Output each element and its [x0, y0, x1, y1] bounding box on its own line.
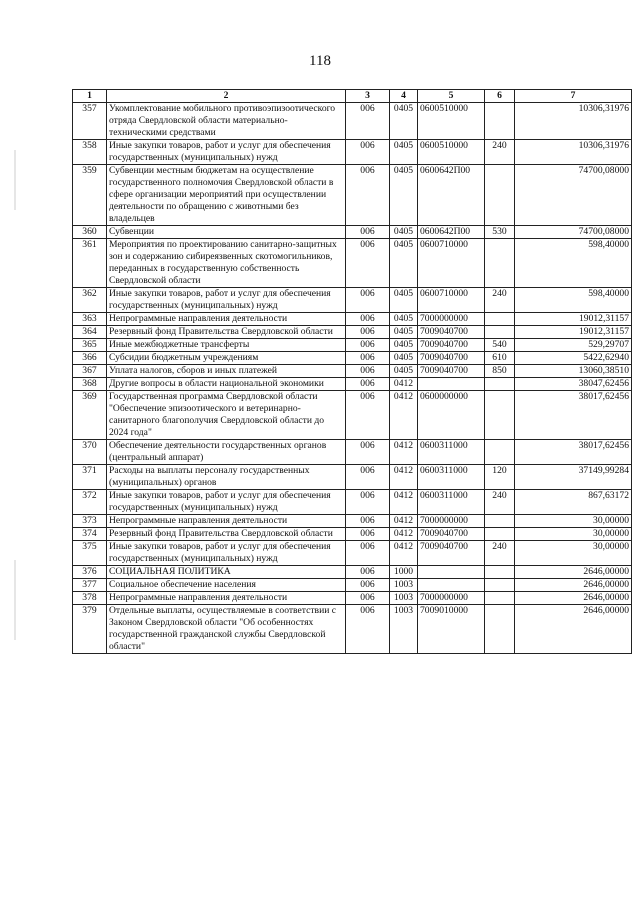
row-article-code: 7009040700 [418, 541, 485, 566]
table-row [73, 440, 632, 465]
row-ministry-code: 006 [346, 226, 390, 239]
row-article-code: 7009040700 [418, 326, 485, 339]
row-name: Государственная программа Свердловской области "Обеспечение эпизоотического и ветеринарно-санитарного благополучия Свердловской области до 2024 года" [107, 391, 346, 440]
row-number: 367 [73, 365, 107, 378]
row-article-code [418, 579, 485, 592]
column-header: 7 [515, 90, 632, 103]
row-expense-type [485, 313, 515, 326]
row-sum: 38047,62456 [515, 378, 632, 391]
row-expense-type [485, 239, 515, 288]
row-expense-type [485, 605, 515, 654]
row-article-code: 0600510000 [418, 140, 485, 165]
row-article-code: 7000000000 [418, 592, 485, 605]
row-sum: 30,00000 [515, 515, 632, 528]
column-header: 1 [73, 90, 107, 103]
row-name: Резервный фонд Правительства Свердловской области [107, 528, 346, 541]
row-name: Субсидии бюджетным учреждениям [107, 352, 346, 365]
row-ministry-code: 006 [346, 103, 390, 140]
table-row [73, 226, 632, 239]
row-article-code [418, 378, 485, 391]
row-name: Укомплектование мобильного противоэпизоотического отряда Свердловской области материально-техническими средствами [107, 103, 346, 140]
table-row [73, 391, 632, 440]
table-row [73, 528, 632, 541]
row-article-code: 0600311000 [418, 490, 485, 515]
row-sum: 30,00000 [515, 541, 632, 566]
table-row [73, 140, 632, 165]
row-number: 375 [73, 541, 107, 566]
table-row [73, 592, 632, 605]
column-header: 4 [390, 90, 418, 103]
row-number: 361 [73, 239, 107, 288]
row-expense-type [485, 592, 515, 605]
row-number: 360 [73, 226, 107, 239]
page-number: 118 [309, 53, 331, 69]
table-row [73, 515, 632, 528]
row-ministry-code: 006 [346, 490, 390, 515]
row-sum: 74700,08000 [515, 226, 632, 239]
row-name: Непрограммные направления деятельности [107, 515, 346, 528]
table-row [73, 465, 632, 490]
row-sum: 19012,31157 [515, 313, 632, 326]
row-section-code: 0412 [390, 490, 418, 515]
row-article-code: 0600710000 [418, 288, 485, 313]
row-number: 372 [73, 490, 107, 515]
row-article-code: 7009040700 [418, 528, 485, 541]
row-section-code: 0412 [390, 391, 418, 440]
column-header: 2 [107, 90, 346, 103]
row-name: Субвенции местным бюджетам на осуществление государственного полномочия Свердловской области в сфере организации мероприятий при осуществлении деятельности по обращению с животными без владельцев [107, 165, 346, 226]
column-header: 3 [346, 90, 390, 103]
row-section-code: 1003 [390, 579, 418, 592]
row-expense-type: 850 [485, 365, 515, 378]
row-name: Субвенции [107, 226, 346, 239]
row-sum: 529,29707 [515, 339, 632, 352]
row-section-code: 0405 [390, 140, 418, 165]
table-body [73, 103, 632, 654]
row-ministry-code: 006 [346, 528, 390, 541]
row-section-code: 0405 [390, 239, 418, 288]
row-sum: 5422,62940 [515, 352, 632, 365]
row-ministry-code: 006 [346, 352, 390, 365]
row-sum: 2646,00000 [515, 605, 632, 654]
row-name: Иные закупки товаров, работ и услуг для обеспечения государственных (муниципальных) нужд [107, 490, 346, 515]
row-sum: 30,00000 [515, 528, 632, 541]
row-ministry-code: 006 [346, 605, 390, 654]
row-sum: 10306,31976 [515, 103, 632, 140]
scan-margin-mark [14, 150, 16, 210]
row-sum: 13060,38510 [515, 365, 632, 378]
row-ministry-code: 006 [346, 579, 390, 592]
column-header: 6 [485, 90, 515, 103]
table-row [73, 579, 632, 592]
row-expense-type: 610 [485, 352, 515, 365]
row-section-code: 0405 [390, 326, 418, 339]
table-row [73, 239, 632, 288]
row-ministry-code: 006 [346, 326, 390, 339]
row-section-code: 0405 [390, 103, 418, 140]
table-row [73, 288, 632, 313]
row-section-code: 0412 [390, 465, 418, 490]
row-sum: 2646,00000 [515, 579, 632, 592]
row-number: 358 [73, 140, 107, 165]
row-number: 368 [73, 378, 107, 391]
row-section-code: 1003 [390, 592, 418, 605]
row-name: Резервный фонд Правительства Свердловской области [107, 326, 346, 339]
row-name: Отдельные выплаты, осуществляемые в соответствии с Законом Свердловской области "Об особенностях государственной гражданской службы Свердловской области" [107, 605, 346, 654]
row-section-code: 0412 [390, 378, 418, 391]
row-number: 370 [73, 440, 107, 465]
row-article-code: 7000000000 [418, 313, 485, 326]
budget-table [72, 89, 632, 654]
row-expense-type [485, 165, 515, 226]
row-ministry-code: 006 [346, 391, 390, 440]
row-article-code: 0600000000 [418, 391, 485, 440]
row-section-code: 0405 [390, 313, 418, 326]
row-section-code: 0405 [390, 165, 418, 226]
row-expense-type: 240 [485, 490, 515, 515]
table-row [73, 605, 632, 654]
row-number: 366 [73, 352, 107, 365]
row-expense-type [485, 103, 515, 140]
row-expense-type: 530 [485, 226, 515, 239]
row-ministry-code: 006 [346, 378, 390, 391]
row-name: Другие вопросы в области национальной экономики [107, 378, 346, 391]
row-sum: 2646,00000 [515, 566, 632, 579]
row-number: 378 [73, 592, 107, 605]
table-row [73, 365, 632, 378]
row-sum: 10306,31976 [515, 140, 632, 165]
row-ministry-code: 006 [346, 592, 390, 605]
row-article-code: 0600311000 [418, 440, 485, 465]
row-ministry-code: 006 [346, 313, 390, 326]
row-article-code: 7009040700 [418, 352, 485, 365]
row-expense-type [485, 391, 515, 440]
row-name: СОЦИАЛЬНАЯ ПОЛИТИКА [107, 566, 346, 579]
row-section-code: 0412 [390, 541, 418, 566]
row-expense-type [485, 566, 515, 579]
row-ministry-code: 006 [346, 239, 390, 288]
row-expense-type: 120 [485, 465, 515, 490]
row-name: Социальное обеспечение населения [107, 579, 346, 592]
row-expense-type: 240 [485, 541, 515, 566]
row-expense-type [485, 440, 515, 465]
row-name: Обеспечение деятельности государственных органов (центральный аппарат) [107, 440, 346, 465]
row-article-code: 7000000000 [418, 515, 485, 528]
row-name: Иные закупки товаров, работ и услуг для обеспечения государственных (муниципальных) нужд [107, 288, 346, 313]
scan-margin-mark [14, 560, 16, 640]
row-sum: 38017,62456 [515, 391, 632, 440]
row-name: Иные межбюджетные трансферты [107, 339, 346, 352]
row-sum: 38017,62456 [515, 440, 632, 465]
row-section-code: 0412 [390, 515, 418, 528]
row-name: Мероприятия по проектированию санитарно-защитных зон и содержанию сибиреязвенных скотомогильников, переданных в государственную собственность Свердловской области [107, 239, 346, 288]
row-number: 377 [73, 579, 107, 592]
row-article-code: 7009010000 [418, 605, 485, 654]
row-name: Уплата налогов, сборов и иных платежей [107, 365, 346, 378]
row-section-code: 1003 [390, 605, 418, 654]
row-section-code: 0412 [390, 528, 418, 541]
row-number: 365 [73, 339, 107, 352]
row-ministry-code: 006 [346, 339, 390, 352]
row-number: 357 [73, 103, 107, 140]
row-name: Непрограммные направления деятельности [107, 313, 346, 326]
row-expense-type [485, 528, 515, 541]
row-expense-type [485, 378, 515, 391]
row-expense-type: 540 [485, 339, 515, 352]
table-row [73, 490, 632, 515]
row-number: 379 [73, 605, 107, 654]
row-name: Расходы на выплаты персоналу государственных (муниципальных) органов [107, 465, 346, 490]
row-number: 373 [73, 515, 107, 528]
row-sum: 2646,00000 [515, 592, 632, 605]
row-number: 369 [73, 391, 107, 440]
row-name: Непрограммные направления деятельности [107, 592, 346, 605]
table-row [73, 378, 632, 391]
row-section-code: 0405 [390, 339, 418, 352]
row-number: 376 [73, 566, 107, 579]
row-ministry-code: 006 [346, 140, 390, 165]
row-ministry-code: 006 [346, 288, 390, 313]
row-number: 362 [73, 288, 107, 313]
row-number: 371 [73, 465, 107, 490]
row-section-code: 0405 [390, 352, 418, 365]
row-article-code: 0600311000 [418, 465, 485, 490]
column-header-row [73, 90, 632, 103]
row-number: 374 [73, 528, 107, 541]
row-ministry-code: 006 [346, 365, 390, 378]
row-name: Иные закупки товаров, работ и услуг для обеспечения государственных (муниципальных) нужд [107, 140, 346, 165]
row-section-code: 0405 [390, 226, 418, 239]
row-article-code: 7009040700 [418, 365, 485, 378]
row-sum: 598,40000 [515, 239, 632, 288]
row-number: 359 [73, 165, 107, 226]
row-expense-type: 240 [485, 140, 515, 165]
row-ministry-code: 006 [346, 515, 390, 528]
row-expense-type [485, 326, 515, 339]
row-sum: 867,63172 [515, 490, 632, 515]
table-row [73, 165, 632, 226]
table-row [73, 566, 632, 579]
table-row [73, 103, 632, 140]
row-sum: 74700,08000 [515, 165, 632, 226]
row-section-code: 0412 [390, 440, 418, 465]
row-number: 364 [73, 326, 107, 339]
row-expense-type [485, 579, 515, 592]
row-sum: 19012,31157 [515, 326, 632, 339]
row-section-code: 0405 [390, 365, 418, 378]
row-article-code: 0600510000 [418, 103, 485, 140]
table-row [73, 352, 632, 365]
row-ministry-code: 006 [346, 165, 390, 226]
row-name: Иные закупки товаров, работ и услуг для обеспечения государственных (муниципальных) нужд [107, 541, 346, 566]
table-row [73, 339, 632, 352]
row-expense-type: 240 [485, 288, 515, 313]
row-article-code: 0600710000 [418, 239, 485, 288]
row-article-code: 0600642П00 [418, 165, 485, 226]
row-ministry-code: 006 [346, 541, 390, 566]
table-row [73, 313, 632, 326]
row-section-code: 1000 [390, 566, 418, 579]
row-article-code: 7009040700 [418, 339, 485, 352]
table-row [73, 326, 632, 339]
row-ministry-code: 006 [346, 465, 390, 490]
row-ministry-code: 006 [346, 440, 390, 465]
row-article-code [418, 566, 485, 579]
row-sum: 37149,99284 [515, 465, 632, 490]
row-expense-type [485, 515, 515, 528]
row-ministry-code: 006 [346, 566, 390, 579]
table-row [73, 541, 632, 566]
column-header: 5 [418, 90, 485, 103]
row-sum: 598,40000 [515, 288, 632, 313]
row-section-code: 0405 [390, 288, 418, 313]
row-article-code: 0600642П00 [418, 226, 485, 239]
row-number: 363 [73, 313, 107, 326]
